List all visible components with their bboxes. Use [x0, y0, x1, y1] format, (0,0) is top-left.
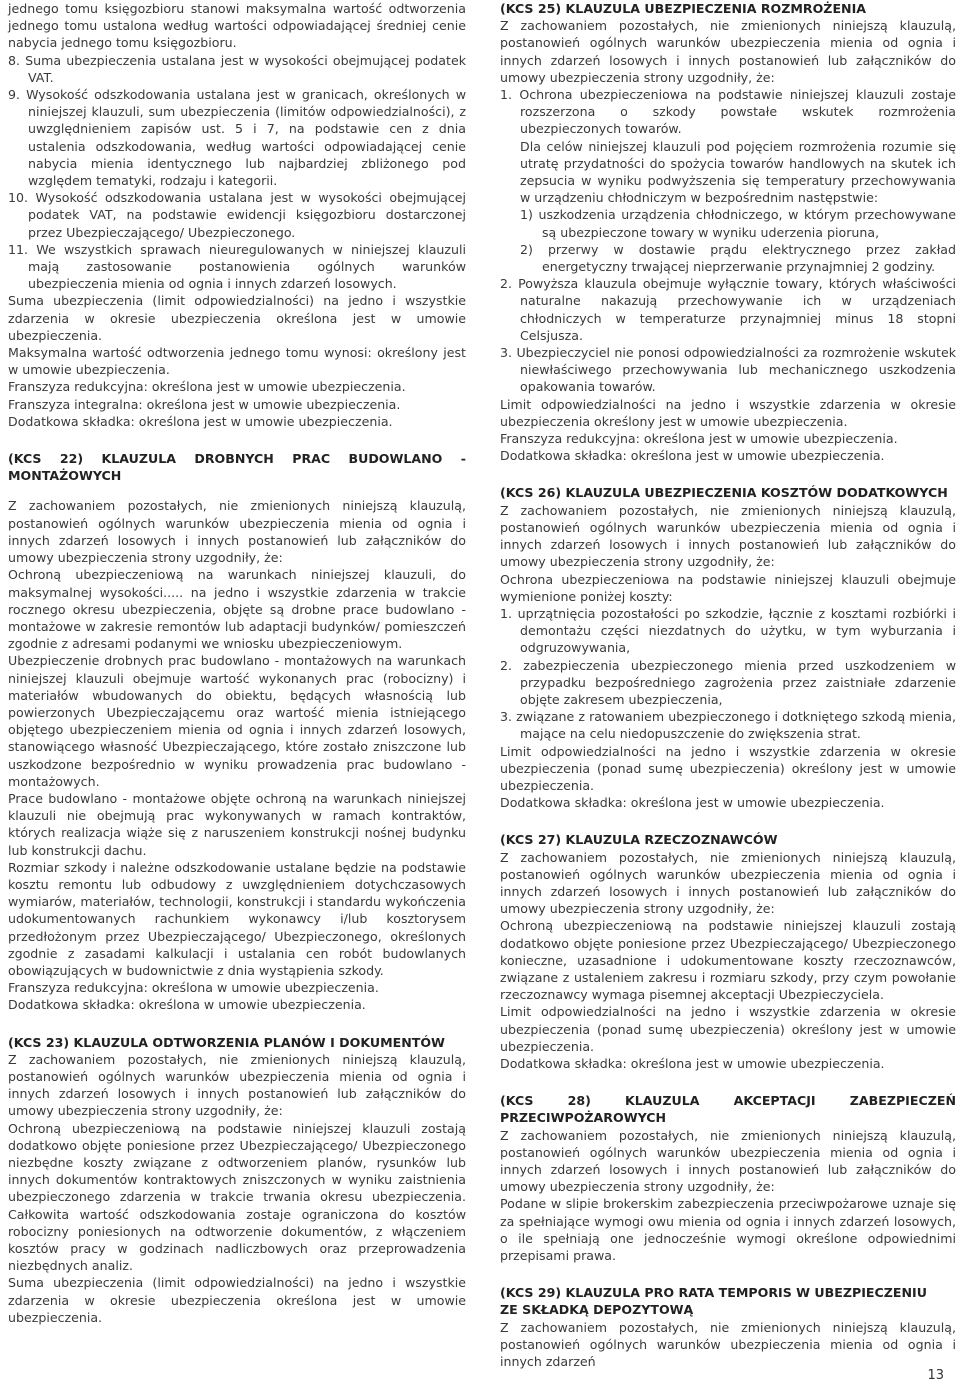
section-heading-kcs23: (KCS 23) KLAUZULA ODTWORZENIA PLANÓW I DOKUMENTÓW — [8, 1034, 445, 1050]
paragraph: Limit odpowiedzialności na jedno i wszystkie zdarzenia w okresie ubezpieczenia (ponad sumę ubezpieczenia) określony jest w umowie ubezpieczenia. — [500, 743, 956, 793]
numbered-item: 2. Powyższa klauzula obejmuje wyłącznie towary, których właściwości naturalne nakazują przechowywanie ich w urządzeniach chłodniczych w temperaturze przynajmniej minus 18 stopni Celsjusza. — [500, 276, 956, 343]
paragraph: Z zachowaniem pozostałych, nie zmienionych niniejszą klauzulą, postanowień ogólnych warunków ubezpieczenia mienia od ognia i innych zdarzeń losowych i innych postanowień lub załączników do umowy ubezpieczenia strony uzgodniły, że: — [500, 1127, 956, 1195]
page-number: 13 — [927, 1368, 944, 1383]
paragraph: Prace budowlano - montażowe objęte ochroną na warunkach niniejszej klauzuli nie obejmują prac wykonywanych w ramach kontraktów, których realizacja wiąże się z naruszeniem konstrukcji nośnej budynku lub konstrukcji dachu. — [8, 790, 466, 858]
paragraph: Maksymalna wartość odtworzenia jednego tomu wynosi: określony jest w umowie ubezpieczenia. — [8, 345, 466, 378]
numbered-item: 10. Wysokość odszkodowania ustalana jest w wysokości obejmującej podatek VAT, na podstawie ewidencji księgozbioru dostarczonej przez Ubezpieczającego/ Ubezpieczonego. — [8, 190, 466, 240]
paragraph: Suma ubezpieczenia (limit odpowiedzialności) na jedno i wszystkie zdarzenia w okresie ubezpieczenia określona jest w umowie ubezpieczenia. — [8, 293, 466, 343]
paragraph: Dodatkowa składka: określona jest w umowie ubezpieczenia. — [8, 413, 393, 429]
sub-item: 1) uszkodzenia urządzenia chłodniczego, w którym przechowywane są ubezpieczone towary w wyniku uderzenia pioruna, — [520, 207, 956, 240]
paragraph: Suma ubezpieczenia (limit odpowiedzialności) na jedno i wszystkie zdarzenia w okresie ubezpieczenia określona jest w umowie ubezpieczenia. — [8, 1275, 466, 1325]
paragraph: Z zachowaniem pozostałych, nie zmienionych niniejszą klauzulą, postanowień ogólnych warunków ubezpieczenia mienia od ognia i innych zdarzeń — [500, 1319, 956, 1370]
paragraph: Z zachowaniem pozostałych, nie zmienionych niniejszą klauzulą, postanowień ogólnych warunków ubezpieczenia mienia od ognia i innych zdarzeń losowych i innych postanowień lub załączników do umowy ubezpieczenia strony uzgodniły, że: — [8, 498, 466, 566]
paragraph: Franszyza integralna: określona jest w umowie ubezpieczenia. — [8, 396, 401, 412]
paragraph: Franszyza redukcyjna: określona jest w umowie ubezpieczenia. — [500, 431, 898, 447]
numbered-item: 3. związane z ratowaniem ubezpieczonego i dotkniętego szkodą mienia, mające na celu niedopuszczenie do zwiększenia strat. — [500, 709, 956, 742]
paragraph: Z zachowaniem pozostałych, nie zmienionych niniejszą klauzulą, postanowień ogólnych warunków ubezpieczenia mienia od ognia i innych zdarzeń losowych i innych postanowień lub załączników do umowy ubezpieczenia strony uzgodniły, że: — [500, 849, 956, 917]
paragraph: Dodatkowa składka: określona jest w umowie ubezpieczenia. — [500, 1055, 885, 1071]
paragraph: Rozmiar szkody i należne odszkodowanie ustalane będzie na podstawie kosztu remontu lub odbudowy z uwzględnieniem dotychczasowych wymiarów, materiałów, technologii, konstrukcji i standardu wykończenia udokumentowanych rachunkiem wykonawcy i/lub kosztorysem przedłożonym przez Ubezpieczającego/ Ubezpieczonego, określonych zgodnie z zasadami kalkulacji i ustalania cen robót budowlanych obowiązujących w budownictwie z dnia wystąpienia szkody. — [8, 859, 466, 978]
numbered-item: 1. Ochrona ubezpieczeniowa na podstawie niniejszej klauzuli zostaje rozszerzona o szkody powstałe wskutek rozmrożenia ubezpieczonych towarów. — [500, 87, 956, 137]
section-heading-kcs28: (KCS 28) KLAUZULA AKCEPTACJI ZABEZPIECZEŃ PRZECIWPOŻAROWYCH — [500, 1093, 956, 1126]
numbered-item: 3. Ubezpieczyciel nie ponosi odpowiedzialności za rozmrożenie wskutek niewłaściwego przechowywania lub mechanicznego uszkodzenia opakowania towarów. — [500, 345, 956, 395]
section-heading-kcs26: (KCS 26) KLAUZULA UBEZPIECZENIA KOSZTÓW DODATKOWYCH — [500, 485, 948, 501]
paragraph: Z zachowaniem pozostałych, nie zmienionych niniejszą klauzulą, postanowień ogólnych warunków ubezpieczenia mienia od ognia i innych zdarzeń losowych i innych postanowień lub załączników do umowy ubezpieczenia strony uzgodniły, że: — [500, 502, 956, 570]
paragraph: Limit odpowiedzialności na jedno i wszystkie zdarzenia w okresie ubezpieczenia (ponad sumę ubezpieczenia) określony jest w umowie ubezpieczenia. — [500, 1004, 956, 1054]
sub-item: 2) przerwy w dostawie prądu elektrycznego przez zakład energetyczny trwającej nieprzerwanie przynajmniej 2 godziny. — [520, 241, 956, 275]
numbered-item: 11. We wszystkich sprawach nieuregulowanych w niniejszej klauzuli mają zastosowanie postanowienia ogólnych warunków ubezpieczenia mienia od ognia i innych zdarzeń losowych. — [8, 241, 466, 292]
numbered-item: 2. zabezpieczenia ubezpieczonego mienia przed uszkodzeniem w przypadku bezpośredniego zagrożenia przez zaistniałe zdarzenie objęte zakresem ubezpieczenia, — [500, 657, 956, 707]
paragraph: Z zachowaniem pozostałych, nie zmienionych niniejszą klauzulą, postanowień ogólnych warunków ubezpieczenia mienia od ognia i innych zdarzeń losowych i innych postanowień lub załączników do umowy ubezpieczenia strony uzgodniły, że: — [8, 1051, 466, 1119]
paragraph: Ochroną ubezpieczeniową na podstawie niniejszej klauzuli zostają dodatkowo objęte poniesione przez Ubezpieczającego/ Ubezpieczonego konieczne, uzasadnione i udokumentowane koszty rzeczoznawców, związane z ustaleniem zakresu i rozmiaru szkody, przy czym powołanie rzeczoznawcy wymaga pisemnej akceptacji Ubezpieczyciela. — [500, 918, 956, 1003]
section-heading-kcs29-line2: ZE SKŁADKĄ DEPOZYTOWĄ — [500, 1302, 694, 1318]
paragraph: Podane w slipie brokerskim zabezpieczenia przeciwpożarowe uznaje się za spełniające wymogi owu mienia od ognia i innych zdarzeń losowych, o ile spełniają one jednocześnie wymogi określone odpowiednimi przepisami prawa. — [500, 1196, 956, 1264]
section-heading-kcs29: (KCS 29) KLAUZULA PRO RATA TEMPORIS W UBEZPIECZENIU — [500, 1285, 927, 1301]
paragraph: Ochroną ubezpieczeniową na podstawie niniejszej klauzuli zostają dodatkowo objęte poniesione przez Ubezpieczającego/ Ubezpieczonego niezbędne koszty związane z odtworzeniem planów, rysunków lub innych dokumentów kontraktowych zniszczonych w wyniku zaistnienia ubezpieczonego zdarzenia w trakcie trwania okresu ubezpieczenia. Całkowita wartość odszkodowania zostaje ograniczona do kosztów robocizny poniesionych na odtworzenie dokumentów, z włączeniem kosztów pracy w godzinach nadliczbowych oraz przeprowadzenia niezbędnych analiz. — [8, 1120, 466, 1274]
paragraph: Dodatkowa składka: określona jest w umowie ubezpieczenia. — [500, 448, 885, 464]
paragraph: Ochrona ubezpieczeniowa na podstawie niniejszej klauzuli obejmuje wymienione poniżej koszty: — [500, 571, 956, 604]
paragraph: Dla celów niniejszej klauzuli pod pojęciem rozmrożenia rozumie się utratę przydatności do spożycia towarów handlowych na skutek ich zepsucia w wyniku podwyższenia się temperatury przechowywania w urządzeniu chłodniczym w bezpośrednim następstwie: — [520, 138, 956, 206]
right-column — [500, 0, 956, 1370]
paragraph: Limit odpowiedzialności na jedno i wszystkie zdarzenia w okresie ubezpieczenia określony jest w umowie ubezpieczenia. — [500, 396, 956, 429]
numbered-item: 1. uprzątnięcia pozostałości po szkodzie, łącznie z kosztami rozbiórki i demontażu części niezdatnych do użytku, w tym wyburzania i odgruzowywania, — [500, 605, 956, 656]
left-column — [8, 0, 466, 1326]
numbered-item: 8. Suma ubezpieczenia ustalana jest w wysokości obejmującej podatek VAT. — [8, 52, 466, 85]
numbered-item: 9. Wysokość odszkodowania ustalana jest w granicach, określonych w niniejszej klauzuli, sum ubezpieczenia (limitów odpowiedzialności), z uwzględnieniem zapisów ust. 5 i 7, na podstawie cen z dnia ustalenia odszkodowania, według wartości odpowiadającej cenie nabycia mienia identycznego lub najbardziej zbliżonego pod względem tematyki, rodzaju i kategorii. — [8, 87, 466, 189]
paragraph: Dodatkowa składka: określona jest w umowie ubezpieczenia. — [500, 795, 885, 811]
section-heading-kcs22: (KCS 22) KLAUZULA DROBNYCH PRAC BUDOWLANO - MONTAŻOWYCH — [8, 451, 466, 484]
section-heading-kcs27: (KCS 27) KLAUZULA RZECZOZNAWCÓW — [500, 832, 778, 848]
paragraph: Franszyza redukcyjna: określona jest w umowie ubezpieczenia. — [8, 379, 406, 395]
paragraph: Franszyza redukcyjna: określona w umowie ubezpieczenia. — [8, 980, 379, 996]
section-heading-kcs25: (KCS 25) KLAUZULA UBEZPIECZENIA ROZMROŻENIA — [500, 1, 867, 16]
paragraph: jednego tomu księgozbioru stanowi maksymalna wartość odtworzenia jednego tomu ustalona według wartości odpowiadającej średniej cenie nabycia jednego tomu księgozbioru. — [8, 1, 466, 51]
paragraph: Z zachowaniem pozostałych, nie zmienionych niniejszą klauzulą, postanowień ogólnych warunków ubezpieczenia mienia od ognia i innych zdarzeń losowych i innych postanowień lub załączników do umowy ubezpieczenia strony uzgodniły, że: — [500, 18, 956, 85]
paragraph: Dodatkowa składka: określona w umowie ubezpieczenia. — [8, 997, 366, 1013]
paragraph: Ochroną ubezpieczeniową na warunkach niniejszej klauzuli, do maksymalnej wysokości..... na jedno i wszystkie zdarzenia w trakcie rocznego okresu ubezpieczenia, objęte są drobne prace budowlano - montażowe w zakresie remontów lub adaptacji budynków/ pomieszczeń zgodnie z adresami podanymi we wniosku ubezpieczeniowym. — [8, 567, 466, 652]
paragraph: Ubezpieczenie drobnych prac budowlano - montażowych na warunkach niniejszej klauzuli obejmuje wartość wykonanych prac (robocizny) i materiałów wbudowanych do obiektu, będących własnością lub powierzonych Ubezpieczającemu oraz wartość mienia istniejącego objętego ubezpieczeniem mienia od ognia i innych zdarzeń losowych, stanowiącego własność Ubezpieczającego, które zostało zniszczone lub uszkodzone bezpośrednio w wyniku prowadzenia prac budowlano - montażowych. — [8, 653, 466, 789]
